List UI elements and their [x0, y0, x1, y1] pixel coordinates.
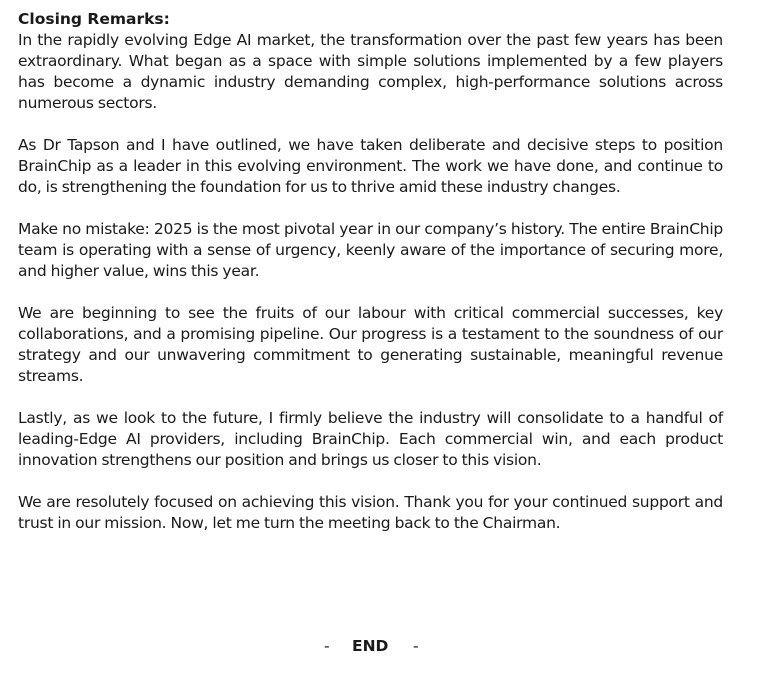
- paragraph-progress: We are beginning to see the fruits of our labour with critical commercial successes, key collaborations, and a promising pipeline. Our progress is a testament to the soundness of our strategy and our unwavering commitment to generating sustainable, meaningful revenue streams.: [18, 304, 723, 385]
- paragraph-pivotal-year: Make no mistake: 2025 is the most pivotal year in our company’s history. The entire BrainChip team is operating with a sense of urgency, keenly aware of the importance of securing more, and higher value, wins this year.: [18, 220, 723, 280]
- paragraph-future-vision: Lastly, as we look to the future, I firmly believe the industry will consolidate to a handful of leading-Edge AI providers, including BrainChip. Each commercial win, and each product innovation strengthens our position and brings us closer to this vision.: [18, 409, 723, 469]
- paragraph-market-transformation: In the rapidly evolving Edge AI market, the transformation over the past few years has been extraordinary. What began as a space with simple solutions implemented by a few players has become a dynamic industry demanding complex, high-performance solutions across numerous sectors.: [18, 31, 723, 112]
- paragraph-thank-you: We are resolutely focused on achieving this vision. Thank you for your continued support and trust in our mission. Now, let me turn the meeting back to the Chairman.: [18, 493, 723, 532]
- document-body: [18, 9, 723, 555]
- end-dash-right: -: [413, 637, 419, 655]
- section-heading: Closing Remarks:: [18, 10, 170, 28]
- end-label: END: [352, 637, 389, 655]
- end-marker: [0, 637, 765, 659]
- paragraph-positioning: As Dr Tapson and I have outlined, we have taken deliberate and decisive steps to position BrainChip as a leader in this evolving environment. The work we have done, and continue to do, is strengthening the foundation for us to thrive amid these industry changes.: [18, 136, 723, 196]
- end-dash-left: -: [324, 637, 330, 655]
